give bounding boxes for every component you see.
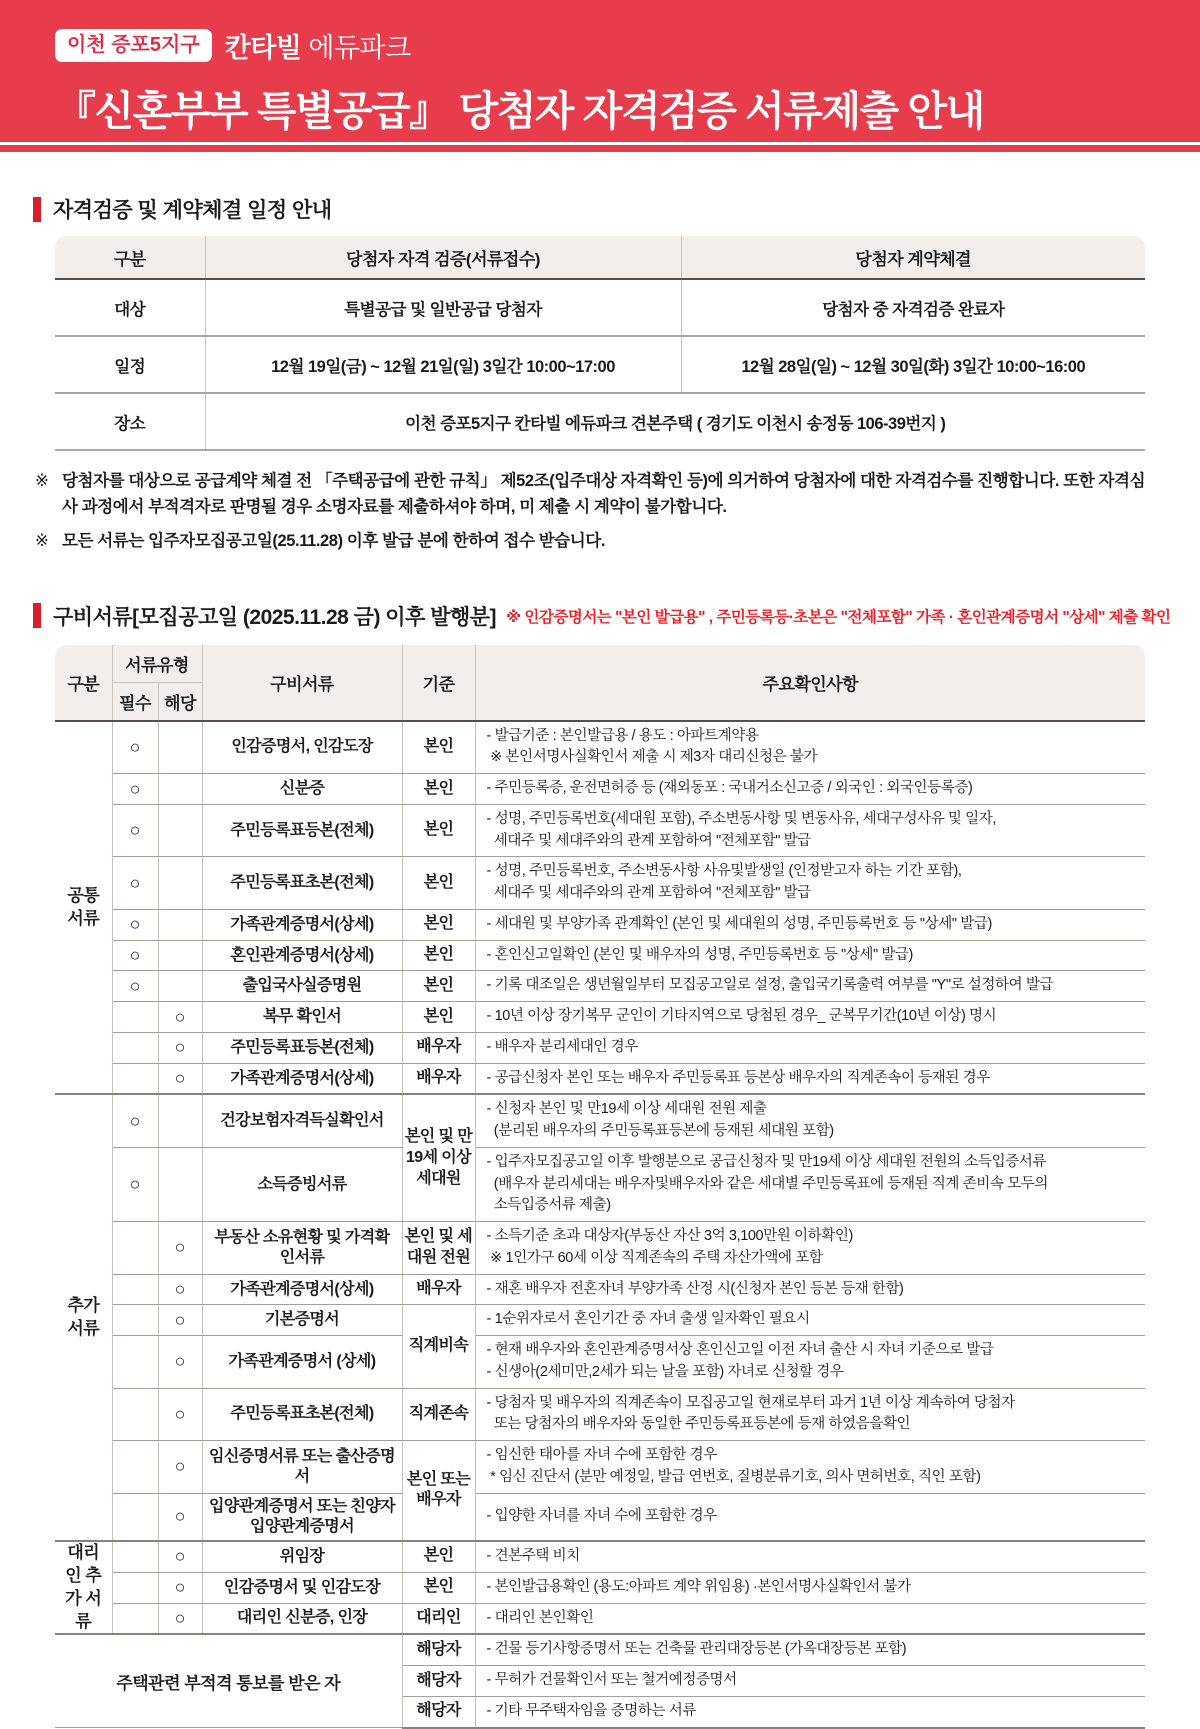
checks: - 기타 무주택자임을 증명하는 서류 (475, 1696, 1145, 1727)
required-mark (112, 1603, 158, 1634)
required-mark: ○ (112, 804, 158, 857)
doc-name: 주민등록표등본(전체) (202, 1032, 402, 1063)
doc-row (55, 1063, 1145, 1094)
doc-row (55, 721, 1145, 774)
brand-name (225, 33, 411, 63)
header-doc-type: 서류유형 (112, 645, 202, 683)
required-mark: ○ (112, 940, 158, 971)
basis: 본인 또는 배우자 (402, 1441, 475, 1541)
checks: - 재혼 배우자 전혼자녀 부양가족 산정 시(신청자 본인 등본 등재 한함) (475, 1274, 1145, 1305)
basis: 본인 및 세대원 전원 (402, 1222, 475, 1275)
documents-section-title-text: 구비서류[모집공고일 (2025.11.28 금) 이후 발행분] (53, 605, 497, 629)
applicable-mark: ○ (158, 1336, 202, 1389)
row-label: 장소 (55, 393, 205, 450)
doc-row (55, 1541, 1145, 1572)
doc-row (55, 1147, 1145, 1221)
basis: 본인 (402, 1541, 475, 1572)
checks: - 배우자 분리세대인 경우 (475, 1032, 1145, 1063)
schedule-header-row (55, 236, 1145, 279)
schedule-notes (35, 469, 1160, 555)
checks: - 신청자 본인 및 만19세 이상 세대원 전원 제출 (분리된 배우자의 주민등록표등본에 등재된 세대원 포함) (475, 1094, 1145, 1147)
header-divider (0, 142, 1200, 145)
applicable-mark: ○ (158, 1541, 202, 1572)
doc-row (55, 1222, 1145, 1275)
applicable-mark: ○ (158, 1002, 202, 1033)
checks: - 대리인 본인확인 (475, 1603, 1145, 1634)
doc-row (55, 971, 1145, 1002)
basis: 해당자 (402, 1696, 475, 1727)
doc-row (55, 1032, 1145, 1063)
doc-name: 가족관계증명서 (상세) (202, 1336, 402, 1389)
applicable-mark: ○ (158, 1032, 202, 1063)
note-item (35, 469, 1160, 520)
schedule-section-title-text: 자격검증 및 계약체결 일정 안내 (53, 199, 332, 222)
required-mark (112, 1222, 158, 1275)
schedule-row-dates (55, 336, 1145, 393)
doc-name: 가족관계증명서(상세) (202, 1274, 402, 1305)
checks: - 발급기준 : 본인발급용 / 용도 : 아파트계약용 ※ 본인서명사실확인서 제출 시 제3자 대리신청은 불가 (475, 721, 1145, 774)
doc-name: 복무 확인서 (202, 1002, 402, 1033)
basis: 본인 (402, 940, 475, 971)
basis: 본인 (402, 774, 475, 805)
applicable-mark: ○ (158, 1493, 202, 1541)
note-text: 모든 서류는 입주자모집공고일(25.11.28) 이후 발급 분에 한하여 접수 받습니다. (62, 532, 606, 551)
checks: - 성명, 주민등록번호, 주소변동사항 사유및발생일 (인정받고자 하는 기간 포함), 세대주 및 세대주와의 관계 포함하여 "전체포함" 발급 (475, 857, 1145, 910)
required-mark (112, 1336, 158, 1389)
schedule-row-target (55, 279, 1145, 336)
required-mark (112, 1032, 158, 1063)
checks: - 기록 대조일은 생년월일부터 모집공고일로 설정, 출입국기록출력 여부를 "Y"로 설정하여 발급 (475, 971, 1145, 1002)
applicable-mark: ○ (158, 1572, 202, 1603)
applicable-mark: ○ (158, 1603, 202, 1634)
basis: 본인 (402, 1002, 475, 1033)
applicable-mark: ○ (158, 1305, 202, 1336)
schedule-section-title (33, 194, 1200, 224)
doc-name: 주민등록표초본(전체) (202, 1388, 402, 1441)
page-header (0, 0, 1200, 152)
applicable-mark: ○ (158, 1441, 202, 1494)
doc-name: 기본증명서 (202, 1305, 402, 1336)
basis: 본인 (402, 1572, 475, 1603)
checks: - 세대원 및 부양가족 관계확인 (본인 및 세대원의 성명, 주민등록번호 등 "상세" 발급) (475, 909, 1145, 940)
basis: 본인 (402, 971, 475, 1002)
required-mark (112, 1541, 158, 1572)
required-mark (112, 1572, 158, 1603)
basis: 배우자 (402, 1274, 475, 1305)
header-gubun: 구분 (55, 645, 112, 721)
checks: - 건물 등기사항증명서 또는 건축물 관리대장등본 (가옥대장등본 포함) (475, 1634, 1145, 1665)
header-required: 필수 (112, 682, 158, 721)
dates-verify-cell: 12월 19일(금) ~ 12월 21일(일) 3일간 10:00~17:00 (205, 336, 681, 393)
required-mark: ○ (112, 909, 158, 940)
doc-row (55, 1305, 1145, 1336)
note-mark: ※ (35, 472, 49, 490)
schedule-table-wrap (55, 236, 1145, 451)
doc-name: 입양관계증명서 또는 친양자입양관계증명서 (202, 1493, 402, 1541)
basis: 배우자 (402, 1032, 475, 1063)
checks: - 공급신청자 본인 또는 배우자 주민등록표 등본상 배우자의 직계존속이 등재된 경우 (475, 1063, 1145, 1094)
note-mark: ※ (35, 532, 49, 551)
basis: 직계비속 (402, 1305, 475, 1388)
documents-section-title (33, 601, 1200, 631)
checks: - 현재 배우자와 혼인관계증명서상 혼인신고일 이전 자녀 출산 시 자녀 기준으로 발급 - 신생아(2세미만,2세가 되는 날을 포함) 자녀로 신청할 경우 (475, 1336, 1145, 1389)
doc-name: 위임장 (202, 1541, 402, 1572)
header-applicable: 해당 (158, 682, 202, 721)
header-checks: 주요확인사항 (475, 645, 1145, 721)
checks: - 10년 이상 장기복무 군인이 기타지역으로 당첨된 경우_ 군복무기간(10년 이상) 명시 (475, 1002, 1145, 1033)
applicable-mark: ○ (158, 1222, 202, 1275)
applicable-mark (158, 940, 202, 971)
doc-name: 주민등록표등본(전체) (202, 804, 402, 857)
row-label: 대상 (55, 279, 205, 336)
documents-red-notice: ※ 인감증명서는 "본인 발급용" , 주민등록등·초본은 "전체포함" 가족 · 혼인관계증명서 "상세" 제출 확인 (506, 608, 1171, 626)
doc-name: 인감증명서 및 인감도장 (202, 1572, 402, 1603)
doc-name: 혼인관계증명서(상세) (202, 940, 402, 971)
applicable-mark (158, 721, 202, 774)
documents-header-row-1 (55, 645, 1145, 683)
doc-row (55, 1493, 1145, 1541)
checks: - 혼인신고일확인 (본인 및 배우자의 성명, 주민등록번호 등 "상세" 발급) (475, 940, 1145, 971)
applicable-mark (158, 971, 202, 1002)
dates-contract-cell: 12월 28일(일) ~ 12월 30일(화) 3일간 10:00~16:00 (681, 336, 1145, 393)
schedule-header-contract: 당첨자 계약체결 (681, 236, 1145, 279)
doc-row (55, 1603, 1145, 1634)
group-label-proxy: 대리인 추가 서류 (55, 1541, 112, 1635)
group-label-common: 공통 서류 (55, 721, 112, 1095)
applicable-mark: ○ (158, 1388, 202, 1441)
documents-table-wrap (55, 645, 1145, 1729)
doc-row (55, 1002, 1145, 1033)
doc-row (55, 1634, 1145, 1665)
required-mark (112, 1493, 158, 1541)
place-cell: 이천 증포5지구 칸타빌 에듀파크 견본주택 ( 경기도 이천시 송정동 106-39번지 ) (205, 393, 1145, 450)
applicable-mark (158, 909, 202, 940)
brand-name-light: 에듀파크 (308, 33, 411, 63)
required-mark (112, 1441, 158, 1494)
doc-row (55, 1441, 1145, 1494)
schedule-table (55, 236, 1145, 451)
schedule-header-gubun: 구분 (55, 236, 205, 279)
doc-row (55, 804, 1145, 857)
required-mark: ○ (112, 721, 158, 774)
group-label-ineligible: 주택관련 부적격 통보를 받은 자 (55, 1634, 402, 1727)
basis: 본인 (402, 804, 475, 857)
required-mark: ○ (112, 1147, 158, 1221)
documents-table (55, 645, 1145, 1729)
basis: 배우자 (402, 1063, 475, 1094)
checks: - 임신한 태아를 자녀 수에 포함한 경우 * 임신 진단서 (분만 예정일, 발급 연번호, 질병분류기호, 의사 면허번호, 직인 포함) (475, 1441, 1145, 1494)
required-mark: ○ (112, 857, 158, 910)
page-title: 『신혼부부 특별공급』 당첨자 자격검증 서류제출 안내 (55, 88, 984, 134)
basis: 본인 (402, 909, 475, 940)
doc-name: 가족관계증명서(상세) (202, 909, 402, 940)
doc-name: 주민등록표초본(전체) (202, 857, 402, 910)
applicable-mark (158, 1094, 202, 1147)
section-bar (33, 197, 41, 222)
applicable-mark: ○ (158, 1063, 202, 1094)
group-label-additional: 추가 서류 (55, 1094, 112, 1540)
basis: 본인 (402, 721, 475, 774)
checks: - 성명, 주민등록번호(세대원 포함), 주소변동사항 및 변동사유, 세대구성사유 및 일자, 세대주 및 세대주와의 관계 포함하여 "전체포함" 발급 (475, 804, 1145, 857)
basis: 해당자 (402, 1666, 475, 1697)
required-mark (112, 1388, 158, 1441)
checks: - 입양한 자녀를 자녀 수에 포함한 경우 (475, 1493, 1145, 1541)
applicable-mark (158, 774, 202, 805)
doc-name: 대리인 신분증, 인장 (202, 1603, 402, 1634)
doc-row (55, 940, 1145, 971)
doc-name: 가족관계증명서(상세) (202, 1063, 402, 1094)
doc-row (55, 1274, 1145, 1305)
brand-name-bold: 칸타빌 (224, 33, 302, 63)
required-mark (112, 1274, 158, 1305)
required-mark (112, 1002, 158, 1033)
target-verify-cell: 특별공급 및 일반공급 당첨자 (205, 279, 681, 336)
applicable-mark (158, 804, 202, 857)
applicable-mark: ○ (158, 1274, 202, 1305)
basis: 해당자 (402, 1634, 475, 1665)
doc-row (55, 857, 1145, 910)
basis: 대리인 (402, 1603, 475, 1634)
schedule-row-place (55, 393, 1145, 450)
basis: 본인 및 만19세 이상 세대원 (402, 1094, 475, 1221)
basis: 직계존속 (402, 1388, 475, 1441)
checks: - 당첨자 및 배우자의 직계존속이 모집공고일 현재로부터 과거 1년 이상 계속하여 당첨자 또는 당첨자의 배우자와 동일한 주민등록표등본에 등재 하였음을확인 (475, 1388, 1145, 1441)
doc-row (55, 1094, 1145, 1147)
doc-name: 건강보험자격득실확인서 (202, 1094, 402, 1147)
section-bar (33, 603, 41, 628)
project-badge: 이천 증포5지구 (55, 29, 212, 62)
applicable-mark (158, 857, 202, 910)
doc-row (55, 1572, 1145, 1603)
doc-name: 부동산 소유현황 및 가격확인서류 (202, 1222, 402, 1275)
applicable-mark (158, 1147, 202, 1221)
doc-name: 소득증빙서류 (202, 1147, 402, 1221)
doc-row (55, 909, 1145, 940)
checks: - 견본주택 비치 (475, 1541, 1145, 1572)
doc-row (55, 1388, 1145, 1441)
checks: - 주민등록증, 운전면허증 등 (재외동포 : 국내거소신고증 / 외국인 : 외국인등록증) (475, 774, 1145, 805)
schedule-header-verify: 당첨자 자격 검증(서류접수) (205, 236, 681, 279)
doc-name: 임신증명서류 또는 출산증명서 (202, 1441, 402, 1494)
checks: - 입주자모집공고일 이후 발행분으로 공급신청자 및 만19세 이상 세대원 전원의 소득입증서류 (배우자 분리세대는 배우자및배우자와 같은 세대별 주민등록표에 등재된 직계 존비속 모두의 소득입증서류 제출) (475, 1147, 1145, 1221)
note-text: 당첨자를 대상으로 공급계약 체결 전 「주택공급에 관한 규칙」 제52조(입주대상 자격확인 등)에 의거하여 당첨자에 대한 자격검수를 진행합니다. 또한 자격심사 과정에서 부적격자로 판명될 경우 소명자료를 제출하셔야 하며, 미 제출 시 계약이 불가합니다. (62, 472, 1146, 516)
required-mark: ○ (112, 774, 158, 805)
checks: - 무허가 건물확인서 또는 철거예정증명서 (475, 1666, 1145, 1697)
header-basis: 기준 (402, 645, 475, 721)
doc-name: 인감증명서, 인감도장 (202, 721, 402, 774)
required-mark: ○ (112, 971, 158, 1002)
target-contract-cell: 당첨자 중 자격검증 완료자 (681, 279, 1145, 336)
doc-row (55, 774, 1145, 805)
doc-row (55, 1336, 1145, 1389)
doc-name: 출입국사실증명원 (202, 971, 402, 1002)
doc-name: 신분증 (202, 774, 402, 805)
required-mark: ○ (112, 1094, 158, 1147)
checks: - 본인발급용확인 (용도:아파트 계약 위임용) ·본인서명사실확인서 불가 (475, 1572, 1145, 1603)
checks: - 소득기준 초과 대상자(부동산 자산 3억 3,100만원 이하확인) ※ 1인가구 60세 이상 직계존속의 주택 자산가액에 포함 (475, 1222, 1145, 1275)
required-mark (112, 1063, 158, 1094)
row-label: 일정 (55, 336, 205, 393)
header-doc: 구비서류 (202, 645, 402, 721)
note-item (35, 529, 1160, 555)
required-mark (112, 1305, 158, 1336)
checks: - 1순위자로서 혼인기간 중 자녀 출생 일자확인 필요시 (475, 1305, 1145, 1336)
basis: 본인 (402, 857, 475, 910)
